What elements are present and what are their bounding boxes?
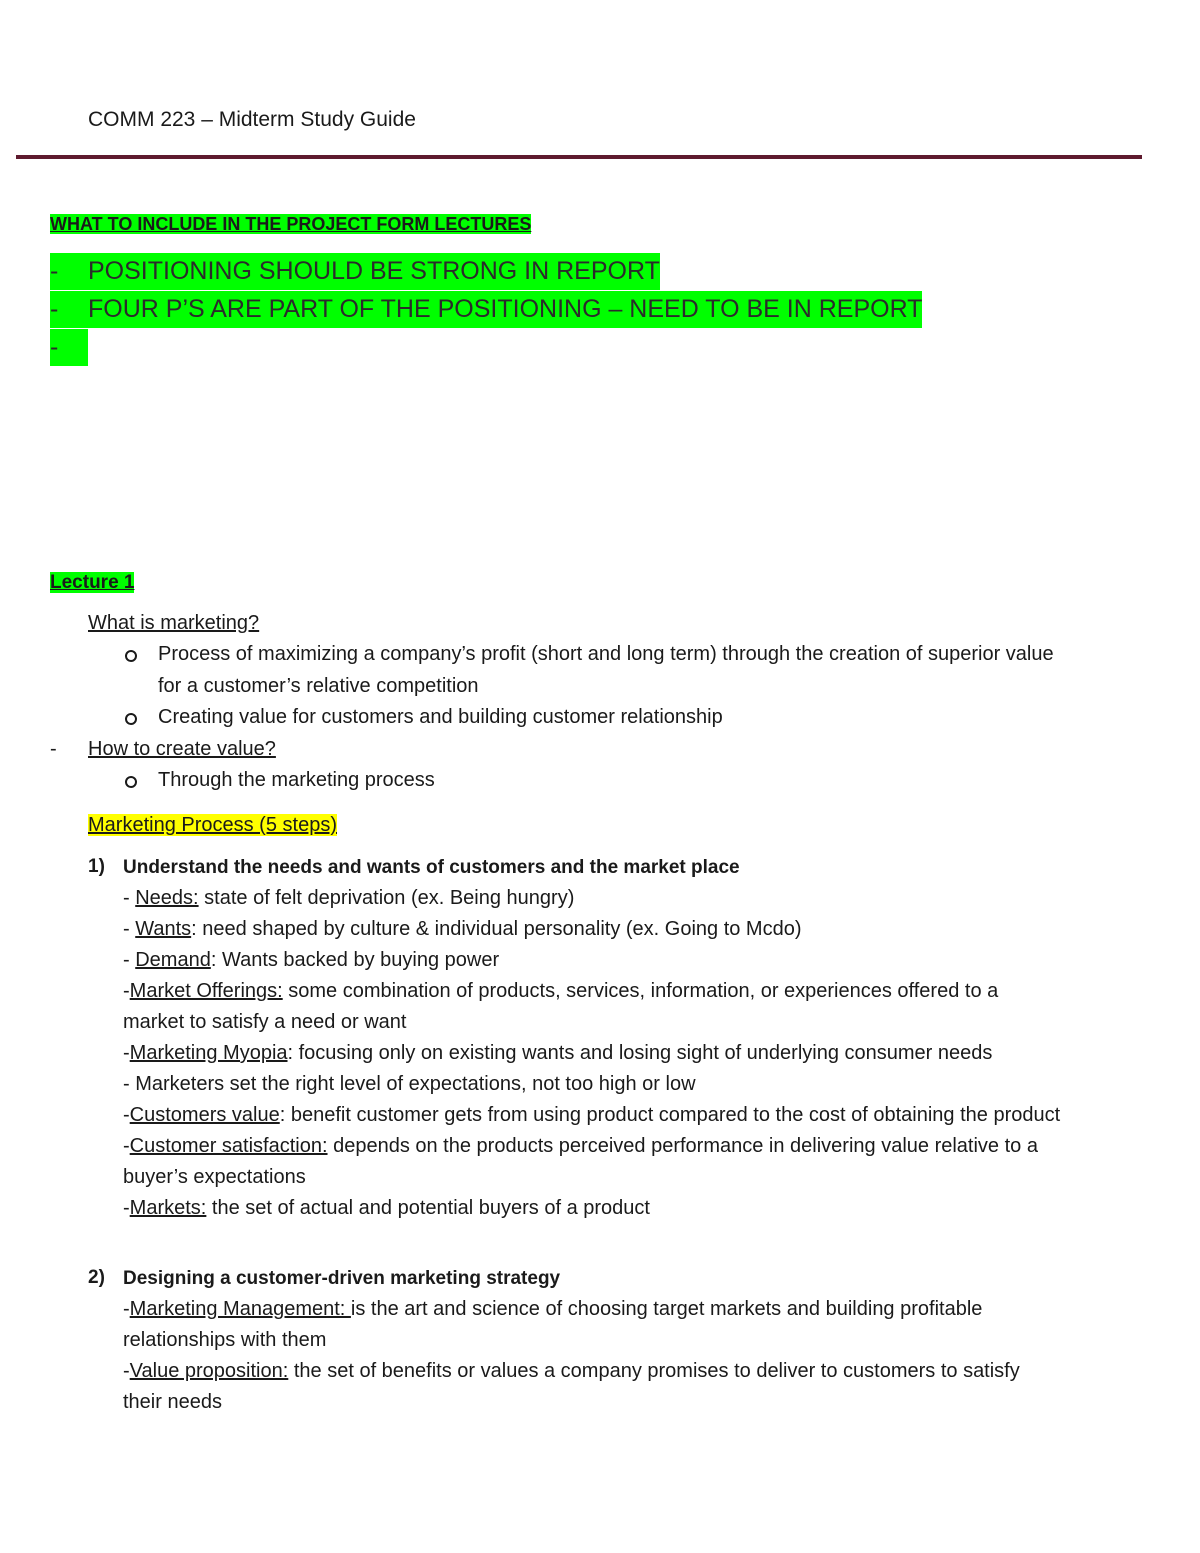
bullet-line: Through the marketing process — [158, 769, 435, 791]
definition-text: : Wants backed by buying power — [210, 949, 500, 971]
lecture-heading-text: Lecture 1 — [50, 572, 135, 593]
definition-line — [123, 1193, 650, 1224]
line-prefix: - — [123, 1104, 130, 1126]
marketing-process-heading — [88, 810, 337, 841]
definition-text: the set of actual and potential buyers of a product — [206, 1197, 650, 1219]
definition-text: buyer’s expectations — [123, 1166, 306, 1188]
definition-line — [123, 1069, 696, 1100]
definition-text: relationships with them — [123, 1329, 327, 1351]
definition-text: their needs — [123, 1391, 222, 1413]
definition-line — [123, 914, 802, 945]
definition-line — [123, 1007, 406, 1038]
definition-text: Marketers set the right level of expectations, not too high or low — [135, 1073, 696, 1095]
line-prefix: - — [123, 918, 136, 940]
project-item-2 — [50, 291, 922, 328]
definition-text: market to satisfy a need or want — [123, 1011, 407, 1033]
definition-text: the set of benefits or values a company promises to deliver to customers to satisfy — [288, 1360, 1020, 1382]
dash-marker: - — [50, 257, 59, 285]
dash-marker: - — [50, 738, 57, 760]
header-divider — [16, 155, 1142, 159]
line-prefix: - — [123, 1360, 130, 1382]
line-prefix: - — [123, 1197, 130, 1219]
definition-term: Marketing Management: — [129, 1298, 351, 1320]
definition-text: : benefit customer gets from using product compared to the cost of obtaining the product — [279, 1104, 1061, 1126]
definition-line — [123, 1131, 1038, 1162]
definition-text: : need shaped by culture & individual personality (ex. Going to Mcdo) — [191, 918, 802, 940]
definition-text: some combination of products, services, information, or experiences offered to a — [282, 980, 999, 1002]
marketing-process-heading-text: Marketing Process (5 steps) — [88, 814, 337, 836]
dash-marker: - — [50, 333, 59, 361]
line-prefix: - — [123, 980, 130, 1002]
definition-line — [123, 1038, 992, 1069]
definition-line — [123, 1387, 222, 1418]
definition-line — [123, 1162, 306, 1193]
question-text: How to create value? — [88, 738, 276, 760]
bullet-line-continued: for a customer’s relative competition — [158, 675, 479, 697]
definition-text: : focusing only on existing wants and losing sight of underlying consumer needs — [287, 1042, 993, 1064]
definition-line — [123, 976, 998, 1007]
definition-line — [123, 1294, 982, 1325]
definition-term: Marketing Myopia — [129, 1042, 288, 1064]
project-item-3 — [50, 329, 88, 366]
definition-term: Demand — [135, 949, 211, 971]
definition-line — [123, 1100, 1060, 1131]
definition-term: Needs: — [135, 887, 199, 909]
question-what-is-marketing — [88, 608, 259, 639]
definition-line — [123, 883, 574, 914]
definition-term: Market Offerings: — [129, 980, 283, 1002]
definition-term: Markets: — [129, 1197, 207, 1219]
question-text: What is marketing? — [88, 612, 260, 634]
line-prefix: - — [123, 887, 136, 909]
line-prefix: - — [123, 949, 136, 971]
line-prefix: - — [123, 1042, 130, 1064]
definition-term: Value proposition: — [129, 1360, 289, 1382]
step-title: Designing a customer-driven marketing strategy — [123, 1268, 561, 1289]
project-heading-text: WHAT TO INCLUDE IN THE PROJECT FORM LECTURES — [50, 214, 532, 234]
dash-marker: - — [50, 295, 59, 323]
definition-term: Wants — [135, 918, 192, 940]
definition-term: Customers value — [129, 1104, 280, 1126]
project-item-text: POSITIONING SHOULD BE STRONG IN REPORT — [88, 257, 660, 285]
definition-text: depends on the products perceived performance in delivering value relative to a — [327, 1135, 1038, 1157]
line-prefix: - — [123, 1298, 130, 1320]
lecture-heading — [50, 569, 134, 596]
circle-bullet-icon — [125, 713, 137, 725]
definition-text: state of felt deprivation (ex. Being hungry) — [198, 887, 575, 909]
bullet-line: Creating value for customers and building customer relationship — [158, 706, 723, 728]
bullet-line: Process of maximizing a company’s profit (short and long term) through the creation of superior value — [158, 643, 1054, 665]
project-item-text: FOUR P’S ARE PART OF THE POSITIONING – NEED TO BE IN REPORT — [88, 295, 923, 323]
definition-text: is the art and science of choosing target markets and building profitable — [350, 1298, 983, 1320]
document-title: COMM 223 – Midterm Study Guide — [88, 108, 416, 131]
line-prefix: - — [123, 1135, 130, 1157]
line-prefix: - — [123, 1073, 136, 1095]
circle-bullet-icon — [125, 650, 137, 662]
step-number: 2) — [88, 1267, 105, 1288]
definition-line — [123, 1325, 326, 1356]
definition-line — [123, 1356, 1020, 1387]
project-item-1 — [50, 253, 660, 290]
definition-term: Customer satisfaction: — [129, 1135, 328, 1157]
step-title: Understand the needs and wants of customers and the market place — [123, 857, 740, 878]
project-heading — [50, 212, 531, 236]
step-number: 1) — [88, 856, 105, 877]
definition-line — [123, 945, 499, 976]
question-how-to-create-value — [88, 734, 276, 765]
circle-bullet-icon — [125, 776, 137, 788]
